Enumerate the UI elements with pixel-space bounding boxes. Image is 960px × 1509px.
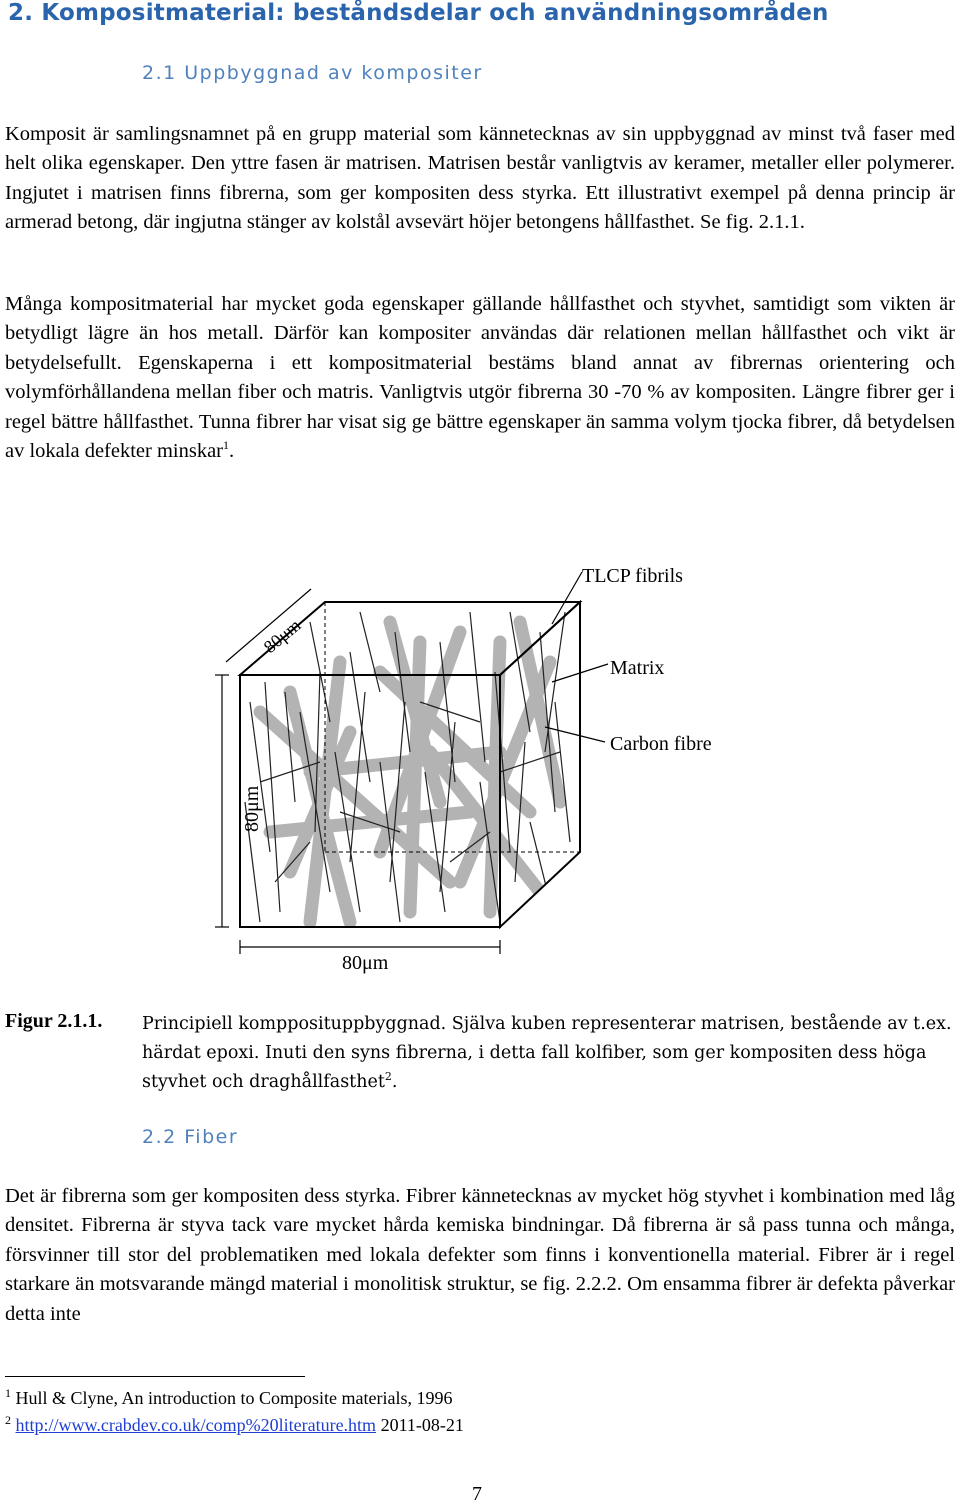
label-height-dimension: 80μm [241, 785, 263, 832]
figure-caption-body: Principiell kompposituppbyggnad. Själva kuben representerar matrisen, bestående av t.ex. härdat epoxi. Inuti den syns fibrerna, i detta fall kolfiber, som ger kompositen dess höga styvhet och draghållfasthet [142, 1014, 952, 1092]
paragraph-fiber: Det är fibrerna som ger kompositen dess styrka. Fibrer kännetecknas av mycket hög styvhet i kombination med låg densitet. Fibrerna är styva tack vare mycket hårda kemiska bindningar. Då fibrerna är så pass tunna och många, försvinner till stor del problematiken med lokala defekter som finns i konventionella material. Fibrer är i regel starkare än motsvarande mängd material i monolitisk struktur, se fig. 2.2.2. Om ensamma fibrer är defekta påverkar detta inte [5, 1185, 955, 1325]
fibres-group [245, 612, 570, 922]
label-depth-dimension: 80μm [259, 614, 305, 658]
composite-cube-illustration [200, 552, 740, 992]
footnote-1-number: 1 [5, 1386, 11, 1400]
figure-caption-end: . [391, 1072, 398, 1092]
label-width-dimension: 80μm [342, 952, 389, 974]
page-number: 7 [472, 1483, 482, 1505]
label-carbon-fibre: Carbon fibre [610, 733, 712, 755]
footnote-ref-1[interactable]: 1 [223, 438, 230, 453]
footnote-2-number: 2 [5, 1413, 11, 1427]
paragraph-properties [5, 290, 955, 466]
label-matrix: Matrix [610, 657, 665, 679]
figure-caption-text [142, 1010, 960, 1097]
footnote-1-text: Hull & Clyne, An introduction to Composite materials, 1996 [15, 1388, 453, 1408]
subsection-heading-2-2: 2.2 Fiber [142, 1126, 239, 1148]
paragraph-properties-text: Många kompositmaterial har mycket goda egenskaper gällande hållfasthet och styvhet, samtidigt som vikten är betydligt lägre än hos metall. Därför kan kompositer användas där relationen mellan hållfasthet och vikt är betydelsefullt. Egenskaperna i ett kompositmaterial bestäms bland annat av fibrernas orientering och volymförhållandena mellan fiber och matris. Vanligtvis utgör fibrerna 30 -70 % av kompositen. Längre fibrer ger i regel bättre hållfasthet. Tunna fibrer har visat sig ge bättre egenskaper än samma volym tjocka fibrer, då betydelsen av lokala defekter minskar [5, 293, 955, 463]
footnote-2-date: 2011-08-21 [380, 1415, 464, 1435]
footnote-1 [5, 1386, 452, 1409]
label-tlcp-fibrils: TLCP fibrils [582, 565, 683, 587]
paragraph-properties-end: . [229, 440, 235, 463]
figure-number: Figur 2.1.1. [5, 1010, 103, 1032]
footnote-ref-2[interactable]: 2 [384, 1070, 392, 1084]
paragraph-intro: Komposit är samlingsnamnet på en grupp material som kännetecknas av sin uppbyggnad av minst två faser med helt olika egenskaper. Den yttre fasen är matrisen. Matrisen består vanligtvis av keramer, metaller eller polymerer. Ingjutet i matrisen finns fibrerna, som ger kompositen dess styrka. Ett illustrativt exempel på denna princip är armerad betong, där ingjutna stänger av kolstål avsevärt höjer betongens hållfasthet. Se fig. 2.1.1. [5, 123, 955, 234]
footnote-2 [5, 1413, 464, 1436]
footnote-2-link[interactable]: http://www.crabdev.co.uk/comp%20literature.htm [15, 1415, 377, 1435]
section-title: 2. Kompositmaterial: beståndsdelar och användningsområden [8, 0, 829, 26]
footnote-divider [5, 1376, 305, 1377]
composite-cube-figure [200, 552, 740, 992]
subsection-heading-2-1: 2.1 Uppbyggnad av kompositer [142, 62, 483, 84]
